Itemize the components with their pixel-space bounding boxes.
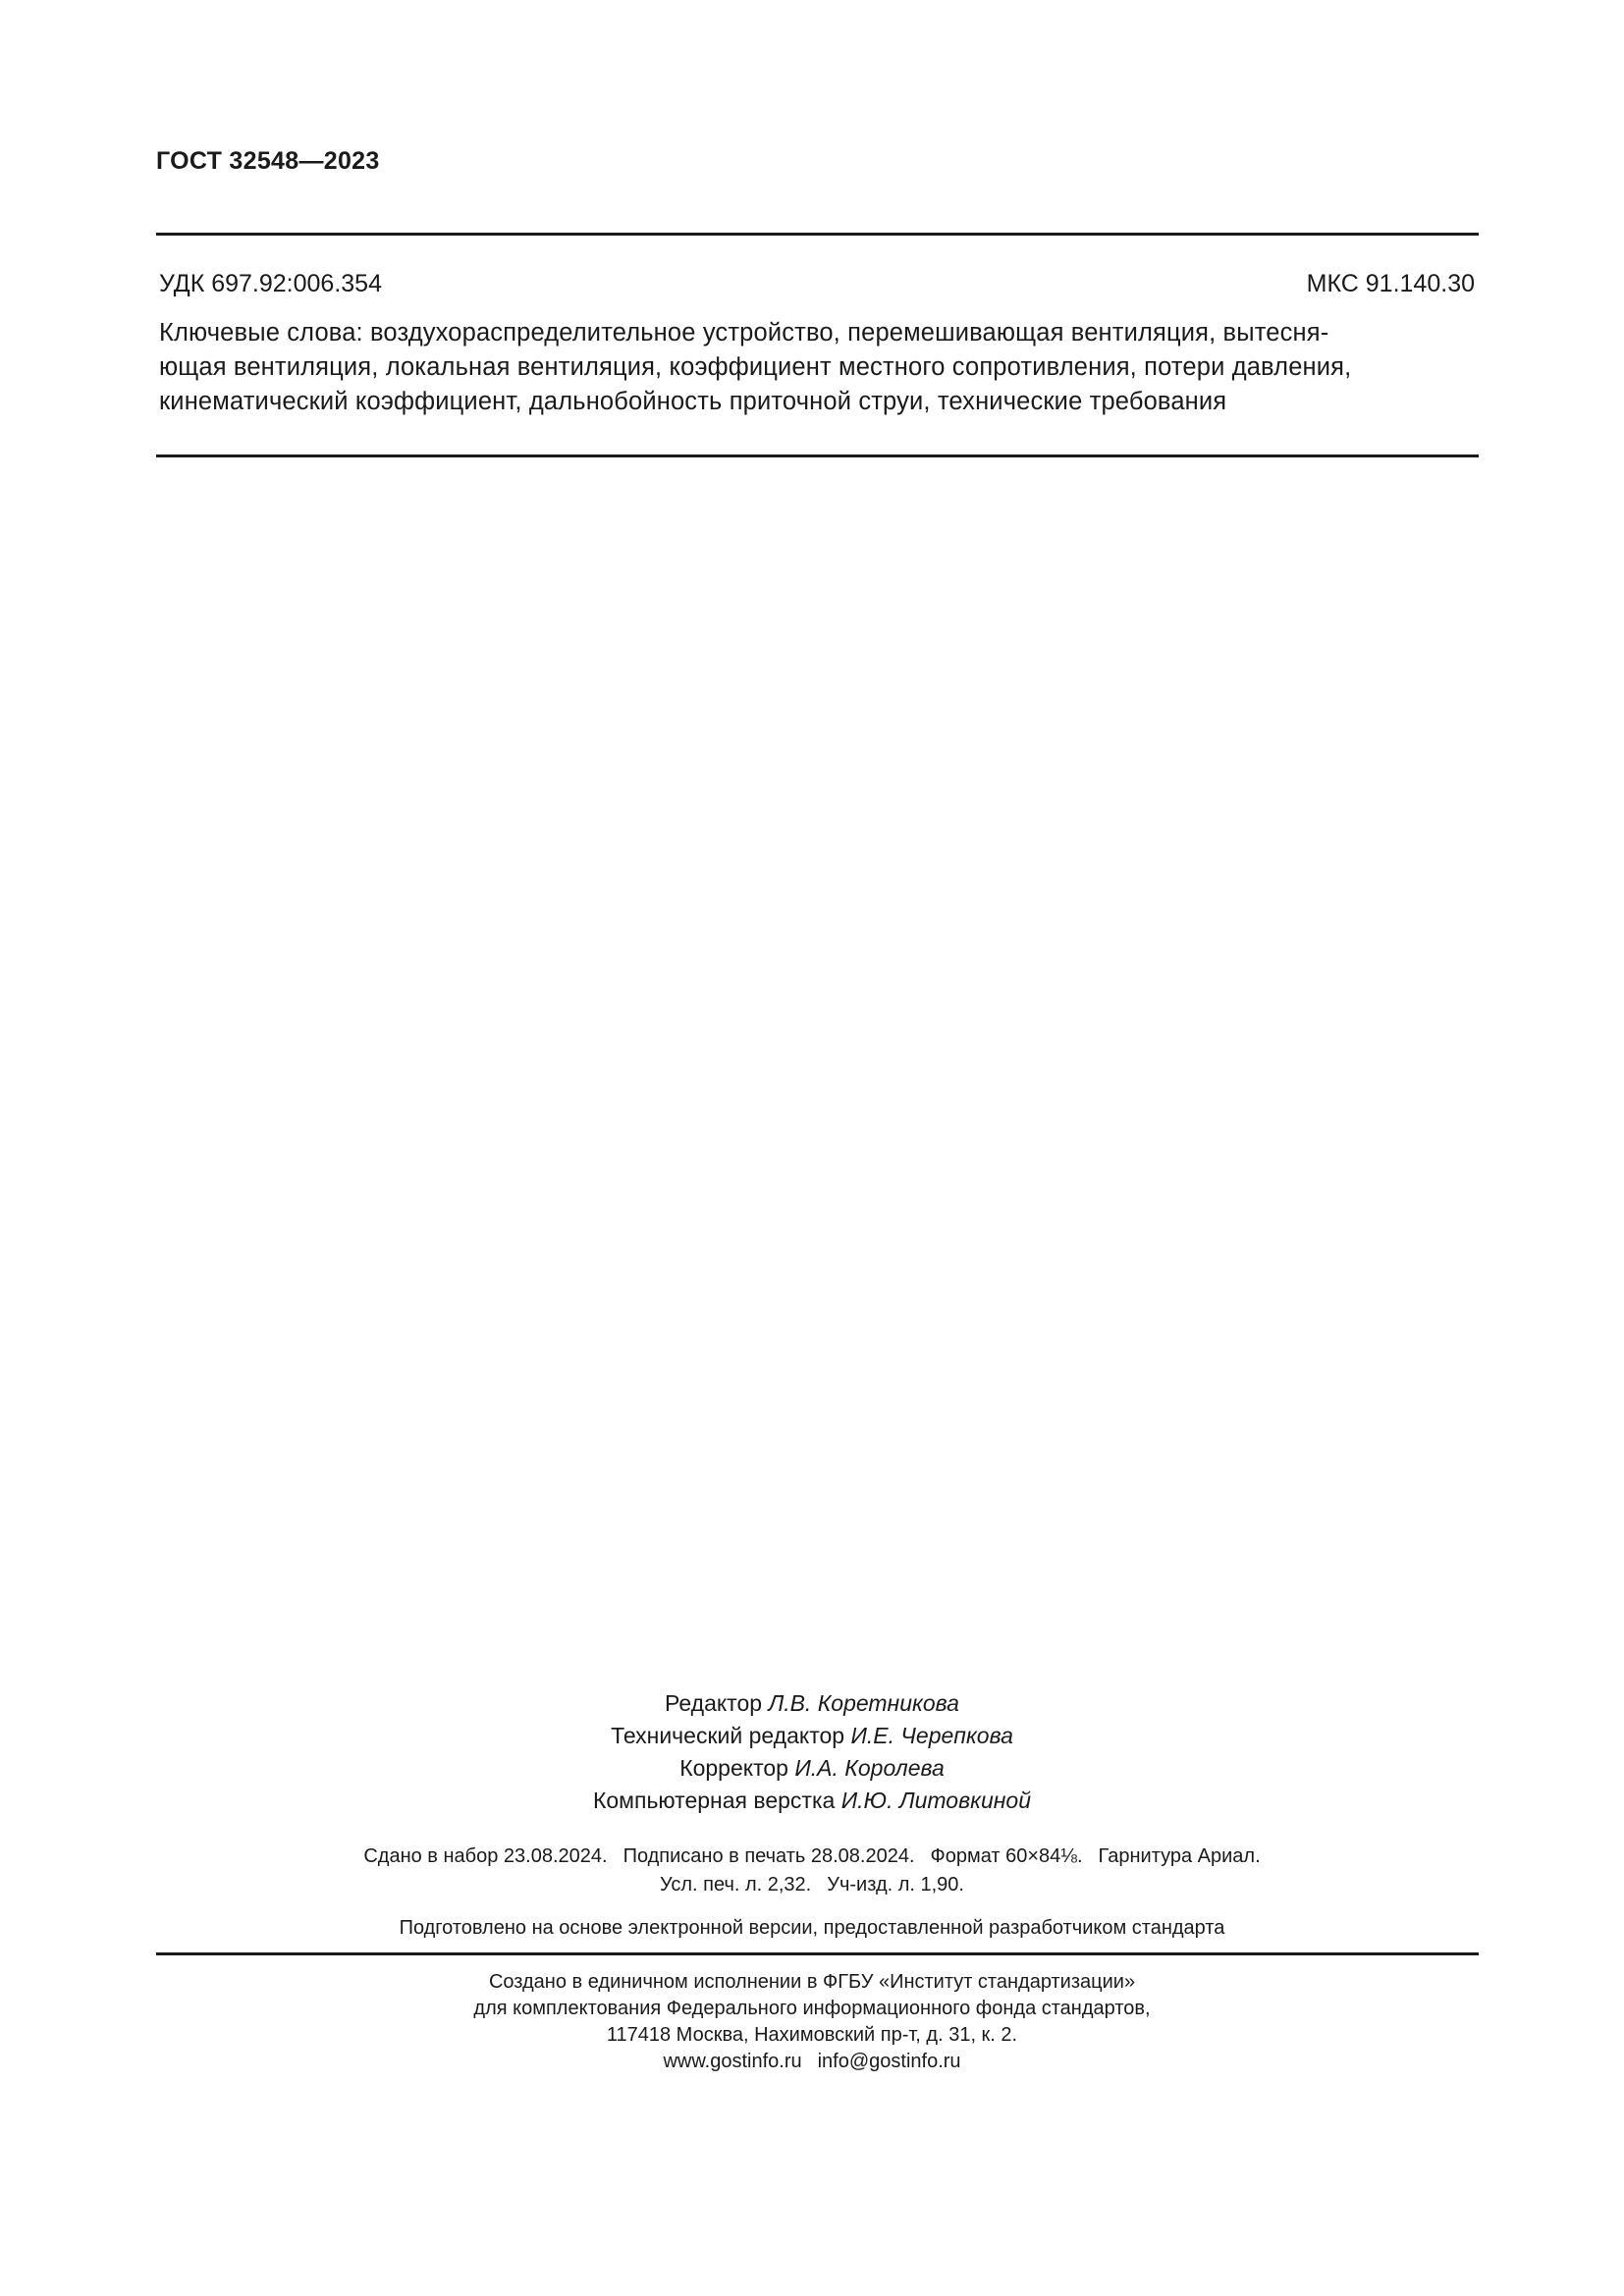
typeface: Гарнитура Ариал. <box>1098 1845 1261 1867</box>
divider-top <box>156 233 1479 236</box>
print-sheets: Усл. печ. л. 2,32. <box>660 1874 812 1896</box>
publisher-address: 117418 Москва, Нахимовский пр-т, д. 31, к. 2. <box>606 2024 1018 2046</box>
website-link[interactable]: www.gostinfo.ru <box>663 2051 802 2072</box>
credit-name: Л.В. Коретникова <box>768 1690 959 1716</box>
credit-editor <box>0 1687 1624 1720</box>
credit-name: И.Е. Черепкова <box>850 1723 1013 1748</box>
credit-name: И.А. Королева <box>794 1755 945 1781</box>
publisher-contacts <box>0 2049 1624 2075</box>
divider-bottom <box>156 1952 1479 1955</box>
publisher-sheets: Уч-изд. л. 1,90. <box>827 1874 964 1896</box>
keywords-block <box>159 316 1477 419</box>
divider-middle <box>156 454 1479 457</box>
print-info-block <box>0 1842 1624 1899</box>
credits-block <box>0 1687 1624 1817</box>
publisher-line: для комплектования Федерального информационного фонда стандартов, <box>473 1998 1151 2019</box>
signed-date: Подписано в печать 28.08.2024. <box>623 1845 915 1867</box>
keywords-line: ющая вентиляция, локальная вентиляция, коэффициент местного сопротивления, потери давления, <box>159 353 1352 381</box>
publisher-line: Создано в единичном исполнении в ФГБУ «Институт стандартизации» <box>488 1971 1136 1993</box>
submitted-date: Сдано в набор 23.08.2024. <box>363 1845 608 1867</box>
credit-role: Редактор <box>665 1690 763 1716</box>
print-info-line <box>0 1871 1624 1899</box>
page-header: ГОСТ 32548—2023 <box>156 147 380 175</box>
mks-code: МКС 91.140.30 <box>1306 270 1475 297</box>
credit-proofreader <box>0 1752 1624 1785</box>
credit-role: Корректор <box>679 1755 788 1781</box>
paper-format: Формат 60×84⅛. <box>930 1845 1083 1867</box>
prepared-note: Подготовлено на основе электронной версии, предоставленной разработчиком стандарта <box>399 1917 1225 1939</box>
print-info-line <box>0 1842 1624 1871</box>
keywords-line: кинематический коэффициент, дальнобойность приточной струи, технические требования <box>159 388 1227 415</box>
credit-role: Компьютерная верстка <box>592 1788 836 1813</box>
credit-name: И.Ю. Литовкиной <box>840 1788 1031 1813</box>
email-link[interactable]: info@gostinfo.ru <box>817 2051 961 2072</box>
credit-layout <box>0 1785 1624 1817</box>
udk-code: УДК 697.92:006.354 <box>159 270 382 297</box>
credit-technical-editor <box>0 1720 1624 1752</box>
credit-role: Технический редактор <box>611 1723 845 1748</box>
keywords-line: Ключевые слова: воздухораспределительное устройство, перемешивающая вентиляция, вытесня- <box>159 319 1329 347</box>
publisher-block <box>0 1969 1624 2075</box>
